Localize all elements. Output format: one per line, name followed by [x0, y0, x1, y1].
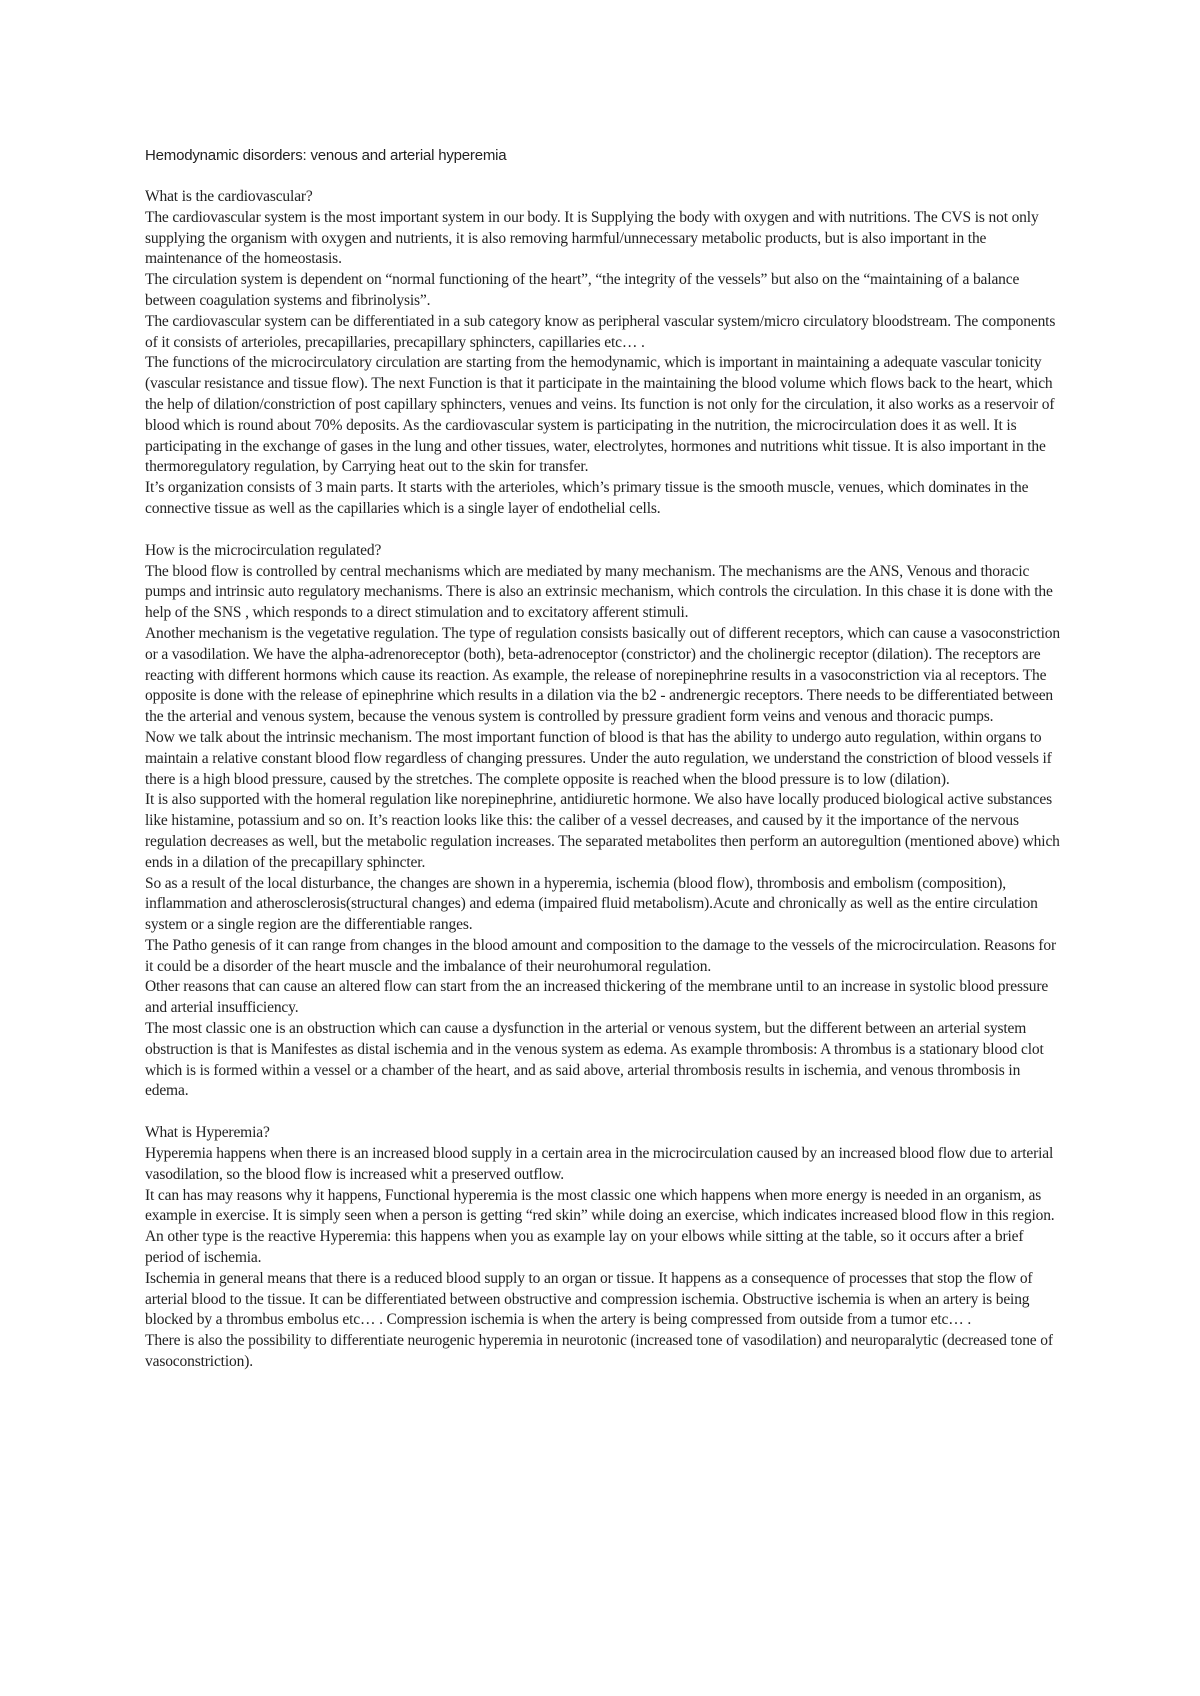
paragraph: Another mechanism is the vegetative regulation. The type of regulation consists basically out of different receptors, which can cause a vasoconstriction or a vasodilation. We have the alpha-adrenoreceptor (both), beta-adrenoceptor (constrictor) and the cholinergic receptor (dilation). The receptors are reacting with different hormons which cause its reaction. As example, the release of norepinephrine results in a vasoconstriction via al receptors. The opposite is done with the release of epinephrine which results in a dilation via the b2 - andrenergic receptors. There needs to be differentiated between the the arterial and venous system, because the venous system is controlled by pressure gradient form veins and venous and thoracic pumps. [145, 624, 1060, 726]
paragraph: So as a result of the local disturbance, the changes are shown in a hyperemia, ischemia (blood flow), thrombosis and embolism (composition), inflammation and atherosclerosis(structural changes) and edema (impaired fluid metabolism).Acute and chronically as well as the entire circulation system or a single region are the differentiable ranges. [145, 874, 1038, 934]
paragraph: The Patho genesis of it can range from changes in the blood amount and composition to the damage to the vessels of the microcirculation. Reasons for it could be a disorder of the heart muscle and the imbalance of their neurohumoral regulation. [145, 936, 1057, 975]
paragraph: The most classic one is an obstruction which can cause a dysfunction in the arterial or venous system, but the different between an arterial system obstruction is that is Manifestes as distal ischemia and in the venous system as edema. As example thrombosis: A thrombus is a stationary blood clot which is is formed within a vessel or a chamber of the heart, and as said above, arterial thrombosis results in ischemia, and venous thrombosis in edema. [145, 1020, 1044, 1100]
paragraph: Ischemia in general means that there is a reduced blood supply to an organ or tissue. It happens as a consequence of processes that stop the flow of arterial blood to the tissue. It can be differentiated between obstructive and compression ischemia. Obstructive ischemia is when an artery is being blocked by a thrombus embolus etc… . Compression ischemia is when the artery is being compressed from outside from a tumor etc… . [145, 1269, 1033, 1329]
paragraph: It can has may reasons why it happens, Functional hyperemia is the most classic one which happens when more energy is needed in an organism, as example in exercise. It is simply seen when a person is getting “red skin” while doing an exercise, which indicates increased blood flow in this region. An other type is the reactive Hyperemia: this happens when you as example lay on your elbows while sitting at the table, so it occurs after a brief period of ischemia. [145, 1186, 1055, 1267]
section-cardiovascular [145, 187, 1060, 520]
section-microcirculation-regulation [145, 541, 1060, 1103]
paragraph: The functions of the microcirculatory circulation are starting from the hemodynamic, which is important in maintaining a adequate vascular tonicity (vascular resistance and tissue flow). The next Function is that it participate in the maintaining the blood volume which flows back to the heart, which the help of dilation/constriction of post capillary sphincters, venues and veins. Its function is not only for the circulation, it also works as a reservoir of blood which is round about 70% deposits. As the cardiovascular system is participating in the nutrition, the microcirculation does it as well. It is participating in the exchange of gases in the lung and other tissues, water, electrolytes, hormones and nutritions whit tissue. It is also important in the thermoregulatory regulation, by Carrying heat out to the skin for transfer. [145, 354, 1055, 476]
paragraph: It is also supported with the homeral regulation like norepinephrine, antidiuretic hormone. We also have locally produced biological active substances like histamine, potassium and so on. It’s reaction looks like this: the caliber of a vessel decreases, and caused by it the importance of the nervous regulation decreases as well, but the metabolic regulation increases. The separated metabolites then perform an autoregultion (mentioned above) which ends in a dilation of the precapillary sphincter. [145, 791, 1060, 871]
paragraph: Other reasons that can cause an altered flow can start from the an increased thickering of the membrane until to an increase in systolic blood pressure and arterial insufficiency. [145, 978, 1049, 1017]
paragraph: Now we talk about the intrinsic mechanism. The most important function of blood is that has the ability to undergo auto regulation, within organs to maintain a relative constant blood flow regardless of changing pressures. Under the auto regulation, we understand the constriction of blood vessels if there is a high blood pressure, caused by the stretches. The complete opposite is reached when the blood pressure is to low (dilation). [145, 728, 1052, 788]
paragraph: The blood flow is controlled by central mechanisms which are mediated by many mechanism. The mechanisms are the ANS, Venous and thoracic pumps and intrinsic auto regulatory mechanisms. There is also an extrinsic mechanism, which controls the circulation. In this chase it is done with the help of the SNS , which responds to a direct stimulation and to excitatory afferent stimuli. [145, 562, 1053, 622]
document-body [145, 146, 1060, 1394]
section-hyperemia [145, 1123, 1060, 1373]
paragraph: The cardiovascular system can be differentiated in a sub category know as peripheral vascular system/micro circulatory bloodstream. The components of it consists of arterioles, precapillaries, precapillary sphincters, capillaries etc… . [145, 312, 1056, 351]
section-heading: What is Hyperemia? [145, 1124, 270, 1142]
paragraph: Hyperemia happens when there is an increased blood supply in a certain area in the microcirculation caused by an increased blood flow due to arterial vasodilation, so the blood flow is increased whit a preserved outflow. [145, 1145, 1054, 1183]
document-title: Hemodynamic disorders: venous and arterial hyperemia [145, 147, 507, 164]
paragraph: The circulation system is dependent on “normal functioning of the heart”, “the integrity of the vessels” but also on the “maintaining of a balance between coagulation systems and fibrinolysis”. [145, 271, 1020, 309]
section-heading: What is the cardiovascular? [145, 188, 313, 205]
paragraph: It’s organization consists of 3 main parts. It starts with the arterioles, which’s primary tissue is the smooth muscle, venues, which dominates in the connective tissue as well as the capillaries which is a single layer of endothelial cells. [145, 479, 1029, 517]
paragraph: The cardiovascular system is the most important system in our body. It is Supplying the body with oxygen and with nutritions. The CVS is not only supplying the organism with oxygen and nutrients, it is also removing harmful/unnecessary metabolic products, but is also important in the maintenance of the homeostasis. [145, 208, 1039, 268]
section-heading: How is the microcirculation regulated? [145, 541, 382, 559]
paragraph: There is also the possibility to differentiate neurogenic hyperemia in neurotonic (increased tone of vasodilation) and neuroparalytic (decreased tone of vasoconstriction). [145, 1332, 1053, 1371]
